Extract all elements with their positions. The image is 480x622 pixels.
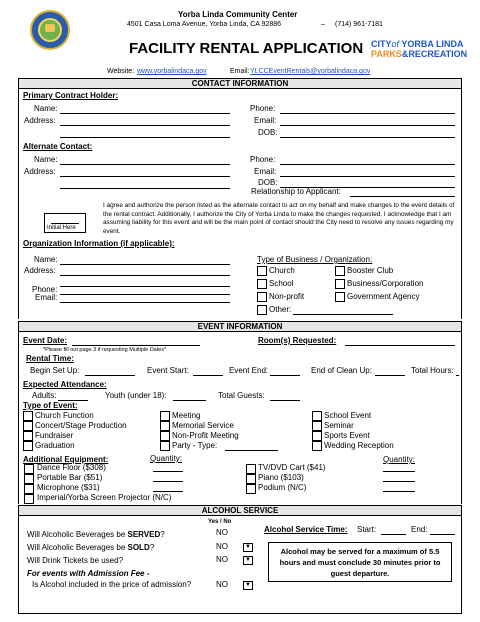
alt-email-field[interactable]	[280, 176, 455, 177]
school-checkbox[interactable]	[257, 279, 267, 289]
rooms-requested-label: Room(s) Requested:	[258, 336, 337, 345]
business-corporation-label: Business/Corporation	[347, 279, 424, 288]
alt-phone-label: Phone:	[250, 155, 276, 164]
alcohol-notice-text: Alcohol may be served for a maximum of 5.5 hours and must conclude 30 minutes prior to guest departure.	[279, 547, 441, 578]
primary-email-field[interactable]	[280, 125, 455, 126]
alcohol-service-bar: ALCOHOL SERVICE	[18, 505, 462, 516]
graduation-checkbox[interactable]	[23, 441, 33, 451]
other-checkbox[interactable]	[257, 305, 267, 315]
booster-club-checkbox[interactable]	[335, 266, 345, 276]
initial-here-box[interactable]	[44, 213, 86, 233]
primary-name-field[interactable]	[60, 113, 230, 114]
wedding-reception-label: Wedding Reception	[324, 441, 394, 450]
service-end-label: End:	[411, 525, 428, 534]
wedding-reception-checkbox[interactable]	[312, 441, 322, 451]
parks-rec-logo: CITYof YORBA LINDA PARKS&RECREATION	[371, 39, 468, 59]
org-address-field[interactable]	[60, 275, 230, 276]
sports-event-label: Sports Event	[324, 431, 370, 440]
org-phone: (714) 961-7181	[335, 21, 383, 28]
admission-fee-heading: For events with Admission Fee -	[27, 569, 150, 578]
event-start-label: Event Start:	[147, 366, 189, 375]
alt-address-field[interactable]	[60, 176, 230, 177]
dance-floor-qty[interactable]	[153, 471, 183, 472]
admission-answer[interactable]: NO	[216, 580, 228, 589]
email-link[interactable]: YLCCEventRentals@yorbalindaca.gov	[250, 68, 371, 75]
cleanup-label: End of Clean Up:	[311, 366, 372, 375]
drink-tickets-dropdown-icon[interactable]: ▼	[243, 556, 253, 565]
microphone-label: Microphone ($31)	[37, 483, 100, 492]
cleanup-field[interactable]	[375, 375, 405, 376]
graduation-label: Graduation	[35, 441, 75, 450]
other-field[interactable]	[293, 314, 393, 315]
event-information-bar: EVENT INFORMATION	[18, 321, 462, 332]
sold-dropdown-icon[interactable]: ▼	[243, 543, 253, 552]
non-profit-meeting-label: Non-Profit Meeting	[172, 431, 239, 440]
meeting-checkbox[interactable]	[160, 411, 170, 421]
contact-information-bar: CONTACT INFORMATION	[18, 78, 462, 89]
seminar-label: Seminar	[324, 421, 354, 430]
alt-dob-label: DOB:	[258, 178, 278, 187]
party-checkbox[interactable]	[160, 441, 170, 451]
other-label: Other:	[269, 305, 292, 314]
expected-attendance-label: Expected Attendance:	[23, 380, 107, 389]
portable-bar-label: Portable Bar ($51)	[37, 473, 103, 482]
piano-label: Piano ($103)	[258, 473, 304, 482]
total-guests-field[interactable]	[270, 400, 300, 401]
non-profit-checkbox[interactable]	[257, 292, 267, 302]
party-type-field[interactable]	[225, 450, 278, 451]
youth-label: Youth (under 18):	[105, 391, 167, 400]
alt-name-field[interactable]	[60, 164, 230, 165]
youth-field[interactable]	[173, 400, 206, 401]
quantity-label-left: Quantity:	[150, 454, 183, 463]
primary-address-label: Address:	[24, 116, 56, 125]
org-email-field[interactable]	[60, 302, 230, 303]
non-profit-label: Non-profit	[269, 292, 305, 301]
primary-phone-label: Phone:	[250, 104, 276, 113]
alternate-contact-heading: Alternate Contact:	[23, 142, 93, 151]
concert-label: Concert/Stage Production	[35, 421, 127, 430]
government-agency-checkbox[interactable]	[335, 292, 345, 302]
seminar-checkbox[interactable]	[312, 421, 322, 431]
event-end-label: Event End:	[229, 366, 269, 375]
alt-address-label: Address:	[24, 167, 56, 176]
event-end-field[interactable]	[270, 375, 300, 376]
org-name-field[interactable]	[60, 264, 230, 265]
portable-bar-checkbox[interactable]	[24, 474, 34, 484]
address-dash: –	[321, 21, 325, 28]
admission-question: Is Alcohol included in the price of admission?	[32, 580, 192, 589]
city-seal	[30, 10, 70, 50]
website-link[interactable]: www.yorbalindaca.gov	[137, 68, 207, 75]
org-name-label: Name:	[34, 255, 58, 264]
alcohol-notice-box	[268, 542, 452, 582]
tv-dvd-cart-checkbox[interactable]	[246, 464, 256, 474]
piano-qty[interactable]	[383, 481, 415, 482]
podium-label: Podium (N/C)	[258, 483, 307, 492]
multiple-dates-note: *Please fill out page 3 if requesting Multiple Dates*	[43, 347, 167, 353]
dance-floor-label: Dance Floor ($308)	[37, 463, 106, 472]
drink-tickets-answer[interactable]: NO	[216, 555, 228, 564]
primary-dob-label: DOB:	[258, 128, 278, 137]
event-date-field[interactable]	[72, 345, 200, 346]
begin-setup-field[interactable]	[85, 375, 135, 376]
non-profit-meeting-checkbox[interactable]	[160, 431, 170, 441]
microphone-qty[interactable]	[153, 491, 183, 492]
podium-qty[interactable]	[383, 491, 415, 492]
portable-bar-qty[interactable]	[153, 481, 183, 482]
alt-email-label: Email:	[254, 167, 277, 176]
party-label: Party - Type:	[172, 441, 218, 450]
dance-floor-checkbox[interactable]	[24, 464, 34, 474]
quantity-label-right: Quantity:	[383, 455, 416, 464]
alt-address-line2[interactable]	[60, 188, 230, 189]
podium-checkbox[interactable]	[246, 484, 256, 494]
tv-dvd-cart-qty[interactable]	[383, 471, 415, 472]
rooms-requested-field[interactable]	[345, 345, 455, 346]
event-date-label: Event Date:	[23, 336, 68, 345]
served-answer[interactable]: NO	[216, 528, 228, 537]
business-type-heading: Type of Business / Organization:	[257, 255, 373, 264]
microphone-checkbox[interactable]	[24, 484, 34, 494]
meeting-label: Meeting	[172, 411, 201, 420]
service-start-field[interactable]	[381, 534, 406, 535]
church-label: Church	[269, 266, 295, 275]
org-email-label: Email:	[35, 293, 58, 302]
primary-phone-field[interactable]	[280, 113, 455, 114]
relationship-field[interactable]	[350, 196, 455, 197]
tv-dvd-cart-label: TV/DVD Cart ($41)	[258, 463, 326, 472]
booster-club-label: Booster Club	[347, 266, 394, 275]
email-label: Email:	[230, 68, 250, 75]
government-agency-label: Government Agency	[347, 292, 420, 301]
org-phone-field[interactable]	[60, 294, 230, 295]
total-hours-field[interactable]	[456, 375, 459, 376]
sold-question: Will Alcoholic Beverages be SOLD?	[27, 543, 155, 552]
church-checkbox[interactable]	[257, 266, 267, 276]
adults-label: Adults:	[32, 391, 57, 400]
service-start-label: Start:	[357, 525, 377, 534]
authorization-agreement: I agree and authorize the person listed as the alternate contact to act on my behalf and make changes to the event details of the rental contract. Additionally, I authorize the City of Yorba Linda to make the changes requested. I acknowledge that I am assuming liability for this event and will be the main point of contact should the City need to resolve any issues regarding my event.	[103, 202, 455, 235]
org-info-heading: Organization Information (if applicable):	[23, 239, 175, 248]
event-start-field[interactable]	[193, 375, 223, 376]
fundraiser-checkbox[interactable]	[23, 431, 33, 441]
website-label: Website:	[107, 68, 135, 75]
primary-email-label: Email:	[254, 116, 277, 125]
total-hours-label: Total Hours:	[411, 366, 454, 375]
yes-no-header: Yes / No	[208, 519, 232, 525]
total-guests-label: Total Guests:	[218, 391, 265, 400]
concert-checkbox[interactable]	[23, 421, 33, 431]
alt-phone-field[interactable]	[280, 164, 455, 165]
alt-name-label: Name:	[34, 155, 58, 164]
primary-address-line2[interactable]	[60, 137, 230, 138]
sold-answer[interactable]: NO	[216, 542, 228, 551]
primary-holder-heading: Primary Contract Holder:	[23, 91, 119, 100]
projector-label: Imperial/Yorba Screen Projector (N/C)	[37, 493, 172, 502]
org-name: Yorba Linda Community Center	[178, 10, 298, 19]
fundraiser-label: Fundraiser	[35, 431, 74, 440]
admission-dropdown-icon[interactable]: ▼	[243, 581, 253, 590]
sports-event-checkbox[interactable]	[312, 431, 322, 441]
service-end-field[interactable]	[430, 534, 455, 535]
business-corporation-checkbox[interactable]	[335, 279, 345, 289]
church-function-label: Church Function	[35, 411, 94, 420]
school-event-label: School Event	[324, 411, 372, 420]
additional-equipment-label: Additional Equipment:	[23, 455, 109, 464]
page-title: FACILITY RENTAL APPLICATION	[129, 40, 364, 57]
relationship-label: Relationship to Applicant:	[251, 187, 341, 196]
projector-checkbox[interactable]	[24, 494, 34, 504]
memorial-service-checkbox[interactable]	[160, 421, 170, 431]
org-phone-label: Phone:	[32, 285, 58, 294]
piano-checkbox[interactable]	[246, 474, 256, 484]
org-address-label: Address:	[24, 266, 56, 275]
drink-tickets-question: Will Drink Tickets be used?	[27, 556, 124, 565]
church-function-checkbox[interactable]	[23, 411, 33, 421]
school-label: School	[269, 279, 294, 288]
type-of-event-label: Type of Event:	[23, 401, 78, 410]
begin-setup-label: Begin Set Up:	[30, 366, 80, 375]
service-time-label: Alcohol Service Time:	[264, 525, 348, 534]
school-event-checkbox[interactable]	[312, 411, 322, 421]
primary-address-field[interactable]	[60, 125, 230, 126]
primary-name-label: Name:	[34, 104, 58, 113]
rental-time-label: Rental Time:	[26, 354, 74, 363]
org-address-line2[interactable]	[60, 286, 230, 287]
served-question: Will Alcoholic Beverages be SERVED?	[27, 530, 165, 539]
primary-dob-field[interactable]	[280, 137, 455, 138]
initial-here-label: Initial Here	[47, 225, 76, 231]
org-address: 4501 Casa Loma Avenue, Yorba Linda, CA 92886	[127, 21, 281, 28]
memorial-service-label: Memorial Service	[172, 421, 234, 430]
